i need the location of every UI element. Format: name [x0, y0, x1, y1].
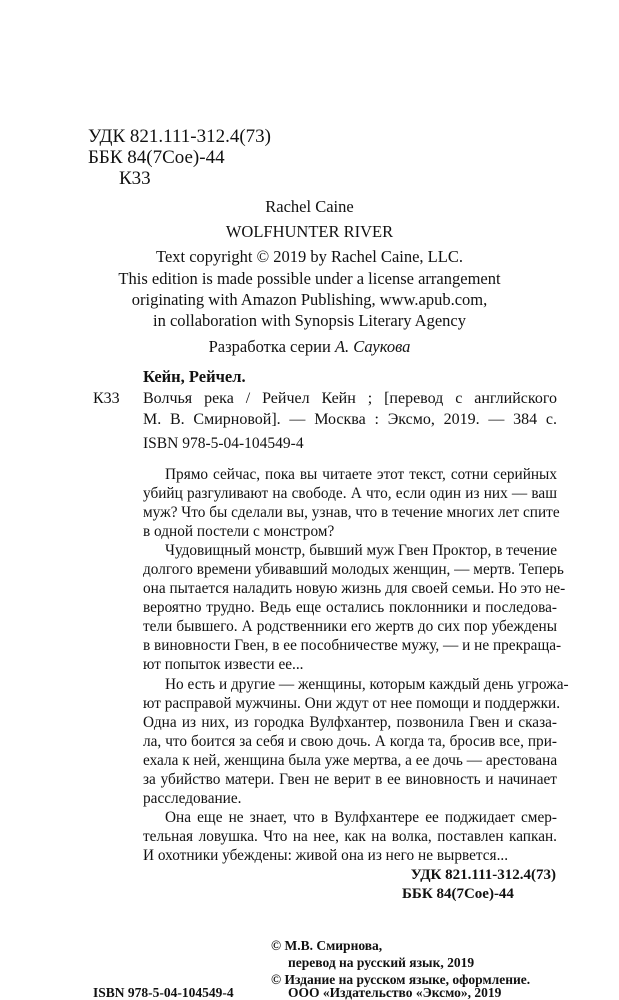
text-line: вероятно трудно. Ведь еще остались поклонники и последова-: [143, 599, 557, 616]
series-label: Разработка серии: [208, 337, 331, 356]
text-line: в одной постели с монстром?: [143, 523, 335, 540]
annotation-paragraph: [143, 808, 557, 865]
record-author: Кейн, Рейчел.: [143, 367, 246, 386]
text-line: убийц разгуливают на свободе. А что, если один из них — ваш: [143, 485, 557, 502]
author-mark: К33: [119, 168, 151, 189]
text-line: долгого времени убивавший молодых женщин, — мертв. Теперь: [143, 561, 564, 578]
text-line: тели бывшего. А родственники его жертв до сих пор убеждены: [143, 618, 557, 635]
copyright-edition: © Издание на русском языке, оформление.: [271, 972, 531, 987]
copyright-edition-cont: ООО «Издательство «Эксмо», 2019: [288, 985, 502, 1000]
annotation-paragraph: [143, 541, 566, 674]
text-line: Одна из них, из городка Вулфхантер, позвонила Гвен и сказа-: [143, 714, 557, 731]
original-title: WOLFHUNTER RIVER: [225, 222, 394, 241]
record-line: Волчья река / Рейчел Кейн ; [перевод с английского: [143, 390, 557, 407]
copyright-line: in collaboration with Synopsis Literary Agency: [153, 311, 466, 330]
text-line: ют попыток извести ее...: [143, 656, 304, 673]
series-designer: А. Саукова: [334, 337, 411, 356]
series-credit: [95, 336, 524, 357]
record-mark: К33: [93, 390, 120, 407]
text-line: Но есть и другие — женщины, которым каждый день угрожа-: [165, 676, 569, 693]
text-line: Прямо сейчас, пока вы читаете этот текст, сотни серийных: [165, 466, 557, 483]
text-line: муж? Что бы сделали вы, узнав, что в течение многих лет спите: [143, 504, 560, 521]
copyright-line: Text copyright © 2019 by Rachel Caine, LLC.: [156, 247, 463, 266]
text-line: за убийство матери. Гвен не верит в ее виновность и начинает: [143, 771, 557, 788]
text-line: ла, что боится за себя и свою дочь. А когда та, бросив все, при-: [143, 733, 557, 750]
copyright-translation-cont: перевод на русский язык, 2019: [288, 955, 475, 970]
record-isbn: ISBN 978-5-04-104549-4: [143, 435, 304, 452]
text-line: ют расправой мужчины. Они ждут от нее помощи и поддержки.: [143, 695, 561, 712]
text-line: тельная ловушка. Что на нее, как на волка, поставлен капкан.: [143, 828, 557, 845]
text-line: она пытается наладить новую жизнь для своей семьи. Но это не-: [143, 580, 566, 597]
udk-code: УДК 821.111-312.4(73): [88, 126, 271, 147]
copyright-line: This edition is made possible under a license arrangement: [118, 269, 501, 288]
text-line: Она еще не знает, что в Вулфхантере ее поджидает смер-: [165, 809, 557, 826]
text-line: И охотники убеждены: живой она из него не вырвется...: [143, 847, 509, 864]
original-author: Rachel Caine: [265, 197, 354, 216]
text-line: ехала к ней, женщина была уже мертва, а ее дочь — арестована: [143, 752, 558, 769]
bbk-code: ББК 84(7Сое)-44: [88, 147, 225, 168]
footer-isbn: ISBN 978-5-04-104549-4: [93, 985, 234, 1000]
copyright-line: originating with Amazon Publishing, www.apub.com,: [131, 290, 488, 309]
text-line: расследование.: [143, 790, 242, 807]
bottom-bbk-code: ББК 84(7Сое)-44: [402, 886, 514, 902]
text-line: в виновности Гвен, в ее пособничестве мужу, — и не прекраща-: [143, 637, 562, 654]
bottom-udk-code: УДК 821.111-312.4(73): [410, 867, 556, 883]
annotation-paragraph: [143, 465, 560, 541]
text-line: Чудовищный монстр, бывший муж Гвен Проктор, в течение: [165, 542, 557, 559]
annotation-paragraph: [143, 675, 569, 808]
copyright-translation: © М.В. Смирнова,: [271, 938, 383, 953]
record-line: М. В. Смирновой]. — Москва : Эксмо, 2019. — 384 с.: [143, 411, 557, 428]
